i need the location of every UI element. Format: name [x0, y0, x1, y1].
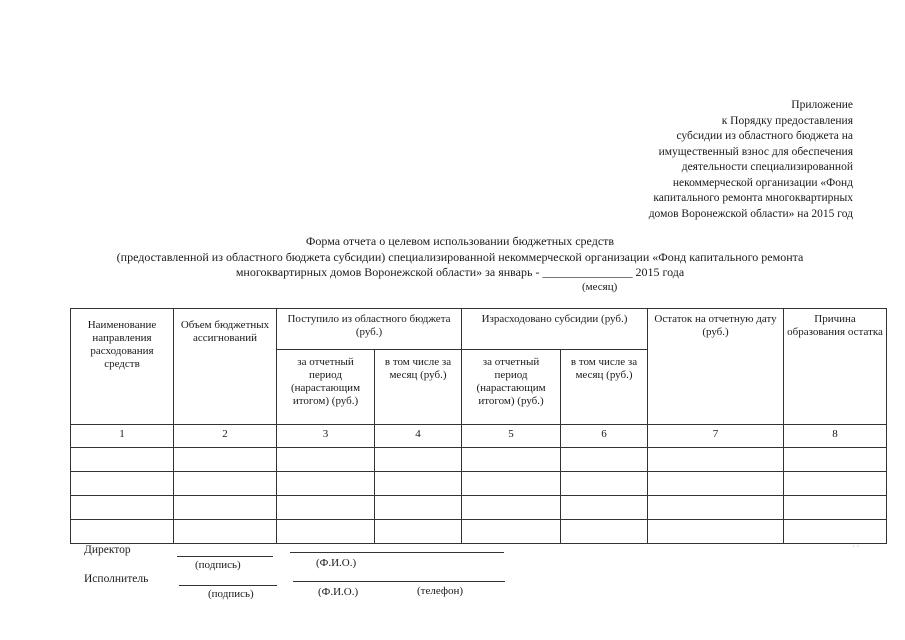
executor-signature-hint: (подпись) — [208, 588, 254, 600]
table-cell — [784, 496, 887, 520]
table-row — [71, 496, 887, 520]
scan-speck: · · — [852, 542, 860, 551]
table-row — [71, 448, 887, 472]
table-cell — [71, 520, 174, 544]
table-cell — [462, 448, 561, 472]
director-label: Директор — [84, 544, 131, 556]
month-hint: (месяц) — [582, 281, 618, 293]
header-received-group: Поступило из областного бюджета (руб.) — [277, 309, 462, 350]
appendix-line: субсидии из областного бюджета на — [676, 130, 853, 142]
table-cell — [375, 472, 462, 496]
table-cell — [561, 496, 648, 520]
column-numbers-row — [71, 425, 887, 448]
table-cell — [648, 448, 784, 472]
form-title-line: Форма отчета о целевом использовании бюджетных средств — [305, 234, 615, 248]
director-signature-line — [177, 556, 273, 557]
executor-name-line — [293, 581, 505, 582]
header-budget-allocations: Объем бюджетных ассигнований — [174, 309, 277, 425]
header-received-period: за отчетный период (нарастающим итогом) (руб.) — [277, 350, 375, 425]
appendix-line: деятельности специализированной — [681, 161, 853, 173]
table-cell — [648, 472, 784, 496]
column-number: 4 — [375, 425, 462, 448]
appendix-block — [649, 98, 853, 222]
appendix-line: некоммерческой организации «Фонд — [672, 176, 853, 189]
table-cell — [462, 520, 561, 544]
table-cell — [375, 448, 462, 472]
table-cell — [462, 496, 561, 520]
appendix-line: домов Воронежской области» на 2015 год — [648, 207, 853, 220]
header-spent-month: в том числе за месяц (руб.) — [561, 350, 648, 425]
table-cell — [277, 472, 375, 496]
table-cell — [462, 472, 561, 496]
header-direction: Наименование направления расходования средств — [71, 309, 174, 425]
table-cell — [784, 520, 887, 544]
table-cell — [277, 448, 375, 472]
table-cell — [648, 496, 784, 520]
table-cell — [784, 448, 887, 472]
column-number: 8 — [784, 425, 887, 448]
header-balance-reason: Причина образования остатка — [784, 309, 887, 425]
table-cell — [174, 496, 277, 520]
executor-signature-line — [179, 585, 277, 586]
table-cell — [71, 448, 174, 472]
form-title-line: (предоставленной из областного бюджета субсидии) специализированной некоммерческой организации «Фонд капитального ремонта — [116, 249, 804, 264]
appendix-line: имущественный взнос для обеспечения — [658, 145, 853, 158]
table-cell — [174, 448, 277, 472]
header-received-month: в том числе за месяц (руб.) — [375, 350, 462, 425]
table-cell — [784, 472, 887, 496]
column-number: 3 — [277, 425, 375, 448]
director-name-hint: (Ф.И.О.) — [316, 557, 357, 569]
column-number: 7 — [648, 425, 784, 448]
column-number: 5 — [462, 425, 561, 448]
appendix-line: Приложение — [791, 99, 853, 111]
table-cell — [561, 472, 648, 496]
executor-name-hint: (Ф.И.О.) — [318, 586, 359, 598]
director-name-line — [290, 552, 504, 553]
table-cell — [277, 496, 375, 520]
appendix-line: к Порядку предоставления — [721, 114, 853, 127]
header-spent-period: за отчетный период (нарастающим итогом) (руб.) — [462, 350, 561, 425]
table-row — [71, 520, 887, 544]
table-row — [71, 472, 887, 496]
header-spent-group: Израсходовано субсидии (руб.) — [462, 309, 648, 350]
column-number: 6 — [561, 425, 648, 448]
appendix-line: капитального ремонта многоквартирных — [653, 192, 853, 204]
executor-label: Исполнитель — [84, 573, 149, 585]
director-signature-hint: (подпись) — [195, 559, 241, 571]
table-cell — [561, 520, 648, 544]
report-table — [70, 308, 887, 544]
table-cell — [375, 520, 462, 544]
table-cell — [561, 448, 648, 472]
form-title-line: многоквартирных домов Воронежской области» за январь - _______________ 2015 года — [235, 265, 685, 279]
form-title — [60, 234, 860, 281]
table-cell — [648, 520, 784, 544]
table-cell — [375, 496, 462, 520]
executor-phone-hint: (телефон) — [417, 585, 464, 597]
table-cell — [174, 520, 277, 544]
table-cell — [71, 472, 174, 496]
column-number: 2 — [174, 425, 277, 448]
table-cell — [277, 520, 375, 544]
column-number: 1 — [71, 425, 174, 448]
table-cell — [71, 496, 174, 520]
header-balance: Остаток на отчетную дату (руб.) — [648, 309, 784, 425]
table-cell — [174, 472, 277, 496]
